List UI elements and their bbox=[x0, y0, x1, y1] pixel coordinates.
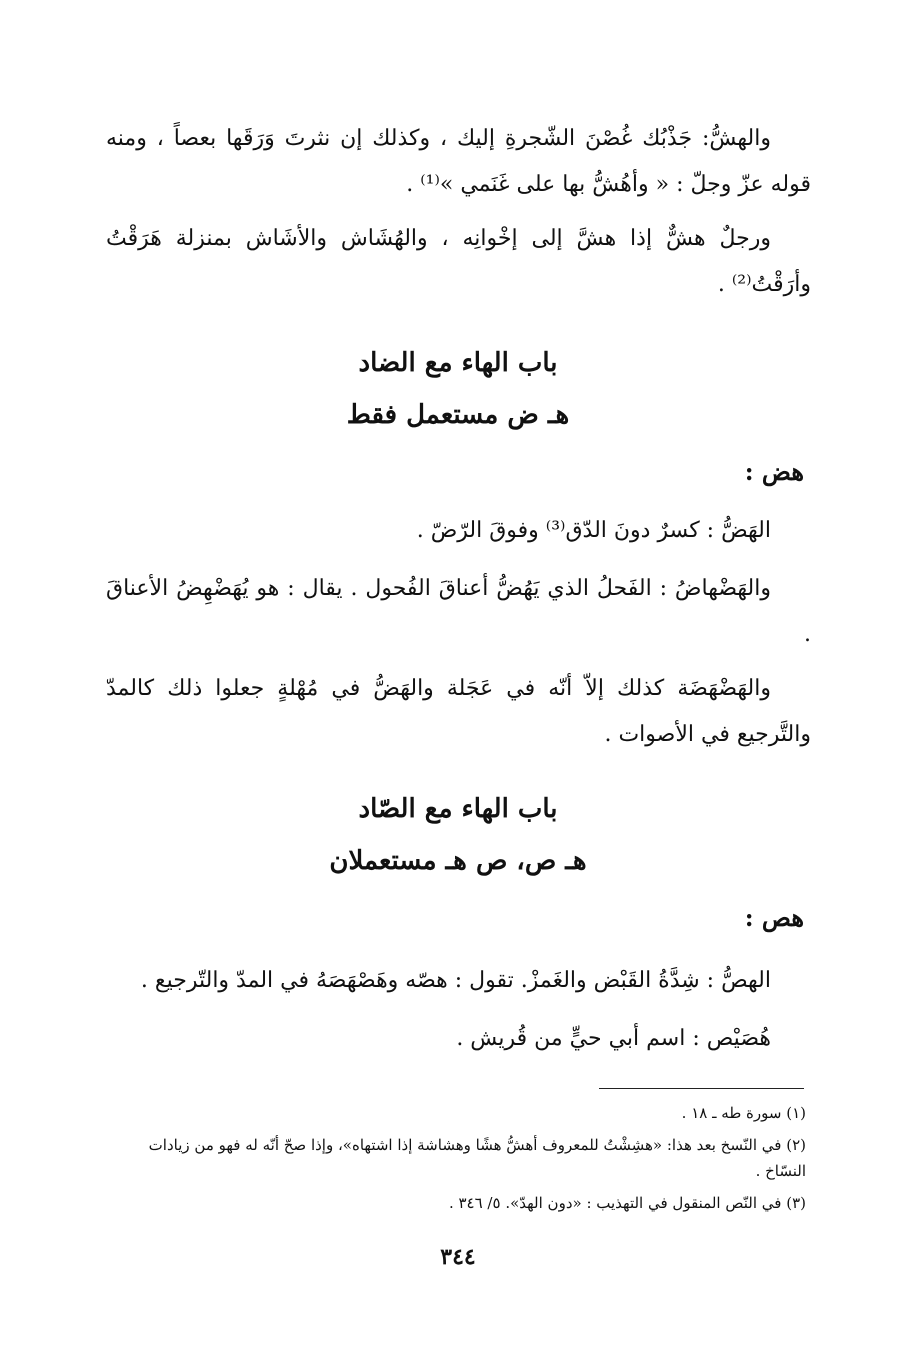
footnote-divider bbox=[599, 1088, 804, 1089]
entry-heading-hs: هص : bbox=[744, 903, 804, 932]
paragraph-hashsh: والهشُّ: جَذْبُك غُصْنَ الشّجرةِ إليك ، وكذلك إن نثرتَ وَرَقَها بعصاً ، ومنه قوله عزّ وجلّ : « وأهُشُّ بها على غَنَمي »⁽¹⁾ . bbox=[106, 126, 811, 197]
root-heading-hd: هـ ض مستعمل فقط bbox=[346, 400, 570, 430]
footnote-2: (٢) في النّسخ بعد هذا: «هشِشْتُ للمعروف أهشُّ هشًا وهشاشة إذا اشتهاه»، وإذا صحّ أنّه له فهو من زيادات النسّاخ . bbox=[148, 1136, 806, 1180]
footnote-3: (٣) في النّص المنقول في التهذيب : «دون الهدّ». ٥/ ٣٤٦ . bbox=[448, 1194, 806, 1212]
paragraph-hadhada: والهَضْهَضَة كذلك إلاّ أنّه في عَجَلة والهَضُّ في مُهْلةٍ جعلوا ذلك كالمدّ والتَّرجيع في الأصوات . bbox=[106, 676, 811, 747]
root-heading-hs: هـ ص، ص هـ مستعملان bbox=[329, 846, 587, 876]
paragraph-hadd: الهَضُّ : كسرٌ دونَ الدّق⁽³⁾ وفوقَ الرّضّ . bbox=[416, 518, 771, 543]
paragraph-hadhad: والهَضْهاضُ : الفَحلُ الذي يَهُضُّ أعناقَ الفُحول . يقال : هو يُهَضْهِضُ الأعناقَ . bbox=[106, 576, 811, 647]
chapter-heading-ha-dad: باب الهاء مع الضاد bbox=[358, 348, 558, 378]
paragraph-hass: الهصُّ : شِدَّةُ القَبْض والغَمزْ. تقول : هصّه وهَصْهَصَهُ في المدّ والتّرجيع . bbox=[140, 968, 771, 993]
entry-heading-hd: هض : bbox=[744, 457, 804, 486]
paragraph-husays: هُصَيْص : اسم أبي حيٍّ من قُريش . bbox=[456, 1026, 771, 1051]
footnote-1: (١) سورة طه ـ ١٨ . bbox=[681, 1104, 806, 1122]
paragraph-rajul-hashsh: ورجلٌ هشٌّ إذا هشَّ إلى إخْوانِه ، والهُشَاش والأشَاش بمنزلة هَرَقْتُ وأرَقْتُ⁽²⁾ . bbox=[106, 226, 811, 297]
chapter-heading-ha-sad: باب الهاء مع الصّاد bbox=[358, 794, 558, 824]
page-number: ٣٤٤ bbox=[440, 1244, 476, 1270]
